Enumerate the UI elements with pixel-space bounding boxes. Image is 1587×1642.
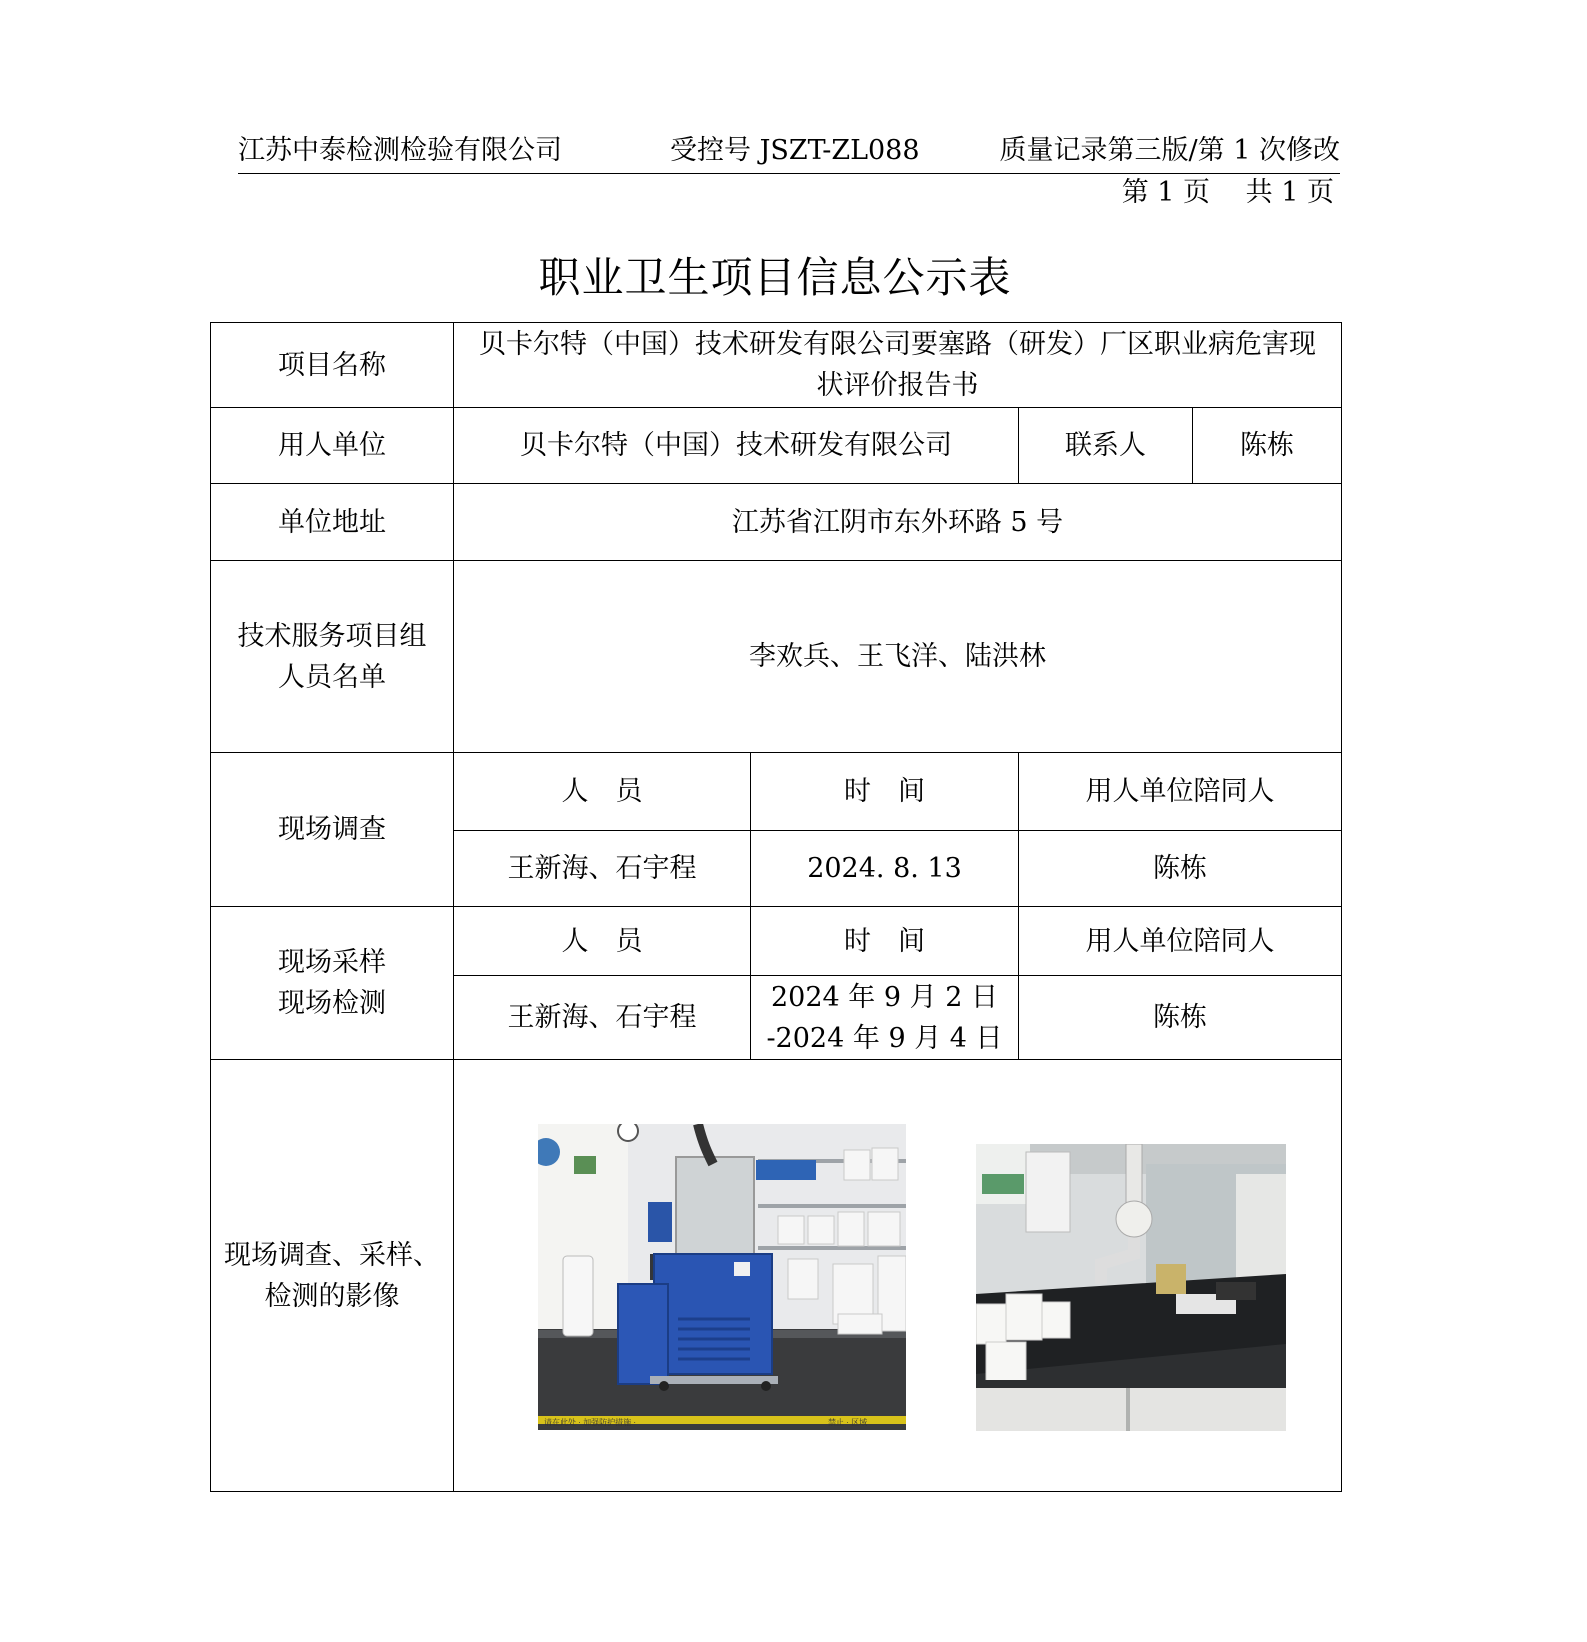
row-team [211,561,1342,753]
sampling-col-time: 时 间 [751,907,1019,976]
company-name: 江苏中泰检测检验有限公司 [238,135,562,166]
team-label-line1: 技术服务项目组 [237,620,427,652]
row-sampling-header [211,907,1342,976]
sampling-col-staff: 人 员 [454,907,751,976]
sampling-staff: 王新海、石宇程 [454,976,751,1060]
control-number: 受控号 JSZT-ZL088 [670,135,920,166]
row-project-name [211,323,1342,408]
equipment-photo-image [538,1124,906,1430]
sampling-label-line2: 现场检测 [278,988,386,1019]
sampling-label [211,907,454,1060]
page-number: 第 1 页 共 1 页 [1121,177,1334,208]
sampling-escort: 陈栋 [1019,976,1342,1060]
sampling-col-escort: 用人单位陪同人 [1019,907,1342,976]
team-label [211,561,454,753]
row-address [211,484,1342,561]
row-survey-header [211,753,1342,831]
survey-col-time: 时 间 [751,753,1019,831]
project-name-line1: 贝卡尔特（中国）技术研发有限公司要塞路（研发）厂区职业病危害现 [479,329,1316,360]
page-title: 职业卫生项目信息公示表 [538,253,1012,302]
employer-label: 用人单位 [211,408,454,484]
survey-col-staff: 人 员 [454,753,751,831]
address-label: 单位地址 [211,484,454,561]
photo-floor-sign-right: 禁止 · 区域 [828,1418,868,1427]
row-employer [211,408,1342,484]
images-label [211,1060,454,1492]
team-label-line2: 人员名单 [278,661,386,693]
survey-escort: 陈栋 [1019,831,1342,907]
images-label-line2: 检测的影像 [264,1280,400,1312]
team-value: 李欢兵、王飞洋、陆洪林 [454,561,1342,753]
address-value: 江苏省江阴市东外环路 5 号 [454,484,1342,561]
contact-label: 联系人 [1019,408,1193,484]
survey-label: 现场调查 [211,753,454,907]
project-name-label: 项目名称 [211,323,454,408]
photo-floor-sign-left: 请在此处 · 加强防护措施 · [544,1418,636,1427]
survey-staff: 王新海、石宇程 [454,831,751,907]
site-photo-lab [976,1144,1286,1431]
sampling-time-line2: -2024 年 9 月 4 日 [766,1022,1003,1054]
images-label-line1: 现场调查、采样、 [224,1239,440,1271]
site-photo-equipment [538,1124,906,1430]
survey-time: 2024. 8. 13 [751,831,1019,907]
project-name-line2: 状评价报告书 [816,370,979,401]
survey-col-escort: 用人单位陪同人 [1019,753,1342,831]
lab-photo-image [976,1144,1286,1431]
sampling-time [751,976,1019,1060]
contact-value: 陈栋 [1193,408,1342,484]
project-name-value [454,323,1342,408]
record-version: 质量记录第三版/第 1 次修改 [999,135,1340,166]
sampling-time-line1: 2024 年 9 月 2 日 [771,981,998,1013]
employer-value: 贝卡尔特（中国）技术研发有限公司 [454,408,1019,484]
header-rule [238,173,1340,174]
sampling-label-line1: 现场采样 [278,947,386,978]
